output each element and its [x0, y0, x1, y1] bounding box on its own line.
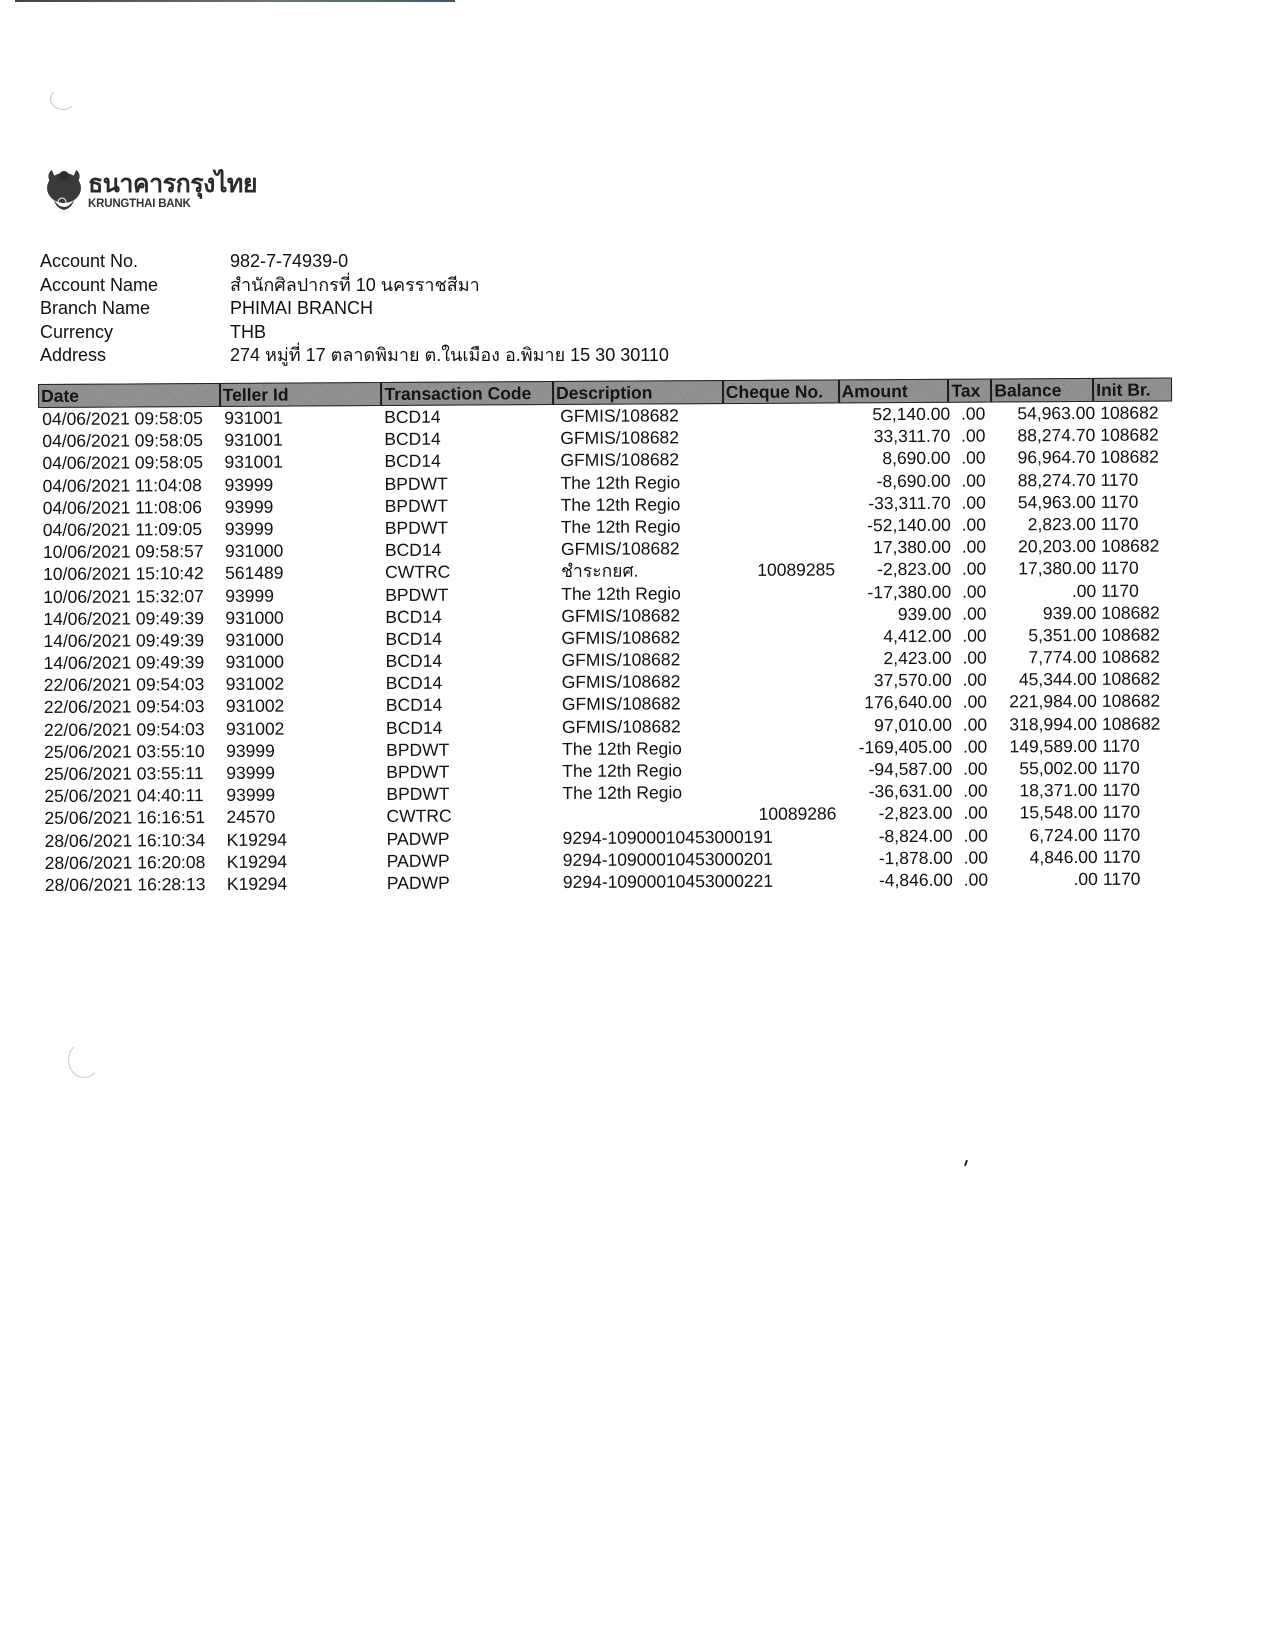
cell-balance: 15,548.00: [1019, 802, 1098, 823]
cell-date: 04/06/2021 11:09:05: [42, 518, 203, 540]
cell-teller-id: 561489: [225, 562, 284, 584]
cell-description: GFMIS/108682: [560, 405, 679, 426]
cell-cheque-no: [727, 847, 843, 870]
cell-balance: 88,274.70: [1017, 425, 1096, 446]
cell-transaction-code: BCD14: [384, 451, 441, 472]
cell-description: ชำระกยศ.: [561, 560, 639, 582]
cell-description: GFMIS/108682: [561, 649, 681, 671]
cell-date: 22/06/2021 09:54:03: [43, 696, 205, 718]
cell-init-branch: 1170: [1102, 802, 1141, 823]
cell-tax: .00: [961, 492, 986, 513]
cell-description: 9294-10900010453000191: [562, 826, 773, 848]
cell-tax: .00: [963, 780, 988, 801]
cell-date: 25/06/2021 03:55:11: [44, 763, 204, 784]
cell-date: 04/06/2021 09:58:05: [42, 408, 203, 429]
info-label: Account Name: [40, 274, 159, 295]
cell-transaction-code: BPDWT: [386, 783, 450, 805]
cell-cheque-no: [725, 514, 841, 537]
cell-teller-id: 931000: [225, 607, 284, 628]
cell-balance: 20,203.00: [1018, 536, 1097, 557]
cell-date: 28/06/2021 16:20:08: [44, 851, 206, 873]
cell-transaction-code: BCD14: [385, 672, 443, 694]
cell-balance: .00: [1073, 868, 1098, 889]
cell-amount: -17,380.00: [867, 581, 952, 602]
cell-init-branch: 1170: [1102, 779, 1141, 801]
cell-init-branch: 108682: [1101, 668, 1161, 690]
cell-description: The 12th Regio: [560, 471, 681, 493]
column-header-transaction-code: Transaction Code: [382, 382, 554, 405]
cell-transaction-code: BPDWT: [385, 584, 449, 605]
cell-init-branch: 108682: [1100, 446, 1159, 468]
cell-balance: 318,994.00: [1009, 713, 1098, 735]
cell-date: 04/06/2021 11:08:06: [42, 496, 203, 518]
cell-transaction-code: BCD14: [385, 650, 443, 672]
cell-description: GFMIS/108682: [561, 671, 681, 693]
cell-init-branch: 1170: [1100, 469, 1139, 490]
cell-description: The 12th Regio: [562, 760, 682, 781]
address: 274 หมู่ที่ 17 ตลาดพิมาย ต.ในเมือง อ.พิมาย 15 30 30110: [230, 345, 669, 365]
cell-transaction-code: PADWP: [386, 828, 450, 849]
cell-transaction-code: CWTRC: [385, 561, 451, 583]
cell-teller-id: K19294: [226, 873, 288, 894]
cell-teller-id: 93999: [224, 474, 274, 495]
cell-date: 04/06/2021 09:58:05: [42, 430, 203, 452]
cell-transaction-code: BCD14: [385, 717, 443, 738]
cell-tax: .00: [963, 825, 988, 846]
column-header-teller-id: Teller Id: [221, 383, 383, 406]
branch-name-row: [40, 297, 669, 321]
cell-teller-id: 931000: [225, 651, 285, 672]
cell-amount: -8,824.00: [878, 825, 953, 846]
cell-cheque-no: [726, 781, 842, 804]
cell-cheque-no: [727, 825, 843, 848]
cell-cheque-no: [724, 426, 840, 449]
cell-cheque-no: 10089286: [758, 803, 837, 825]
cell-amount: 97,010.00: [874, 714, 953, 735]
cell-tax: .00: [962, 691, 988, 713]
cell-teller-id: 931001: [224, 429, 283, 451]
cell-amount: 8,690.00: [882, 448, 951, 469]
cell-balance: 4,846.00: [1029, 846, 1098, 868]
cell-cheque-no: [724, 403, 840, 426]
cell-teller-id: 93999: [226, 740, 275, 761]
cell-teller-id: K19294: [226, 851, 288, 872]
column-header-tax: Tax: [949, 380, 992, 402]
cell-init-branch: 108682: [1101, 713, 1161, 734]
cell-init-branch: 108682: [1100, 402, 1159, 423]
cell-amount: -8,690.00: [876, 470, 951, 491]
cell-tax: .00: [962, 647, 987, 668]
cell-date: 10/06/2021 09:58:57: [42, 541, 204, 563]
cell-transaction-code: CWTRC: [386, 806, 452, 827]
cell-amount: 2,423.00: [883, 647, 952, 669]
cell-description: GFMIS/108682: [560, 538, 680, 560]
scan-edge-line: [15, 0, 455, 2]
cell-init-branch: 108682: [1101, 602, 1160, 623]
cell-description: The 12th Regio: [560, 494, 681, 515]
cell-date: 14/06/2021 09:49:39: [43, 607, 204, 629]
cell-init-branch: 1170: [1100, 491, 1139, 512]
cell-tax: .00: [961, 514, 987, 535]
cell-teller-id: K19294: [226, 829, 288, 850]
cell-transaction-code: BPDWT: [384, 517, 449, 538]
cell-cheque-no: [726, 670, 842, 693]
cell-date: 04/06/2021 09:58:05: [42, 452, 204, 474]
cell-cheque-no: [725, 581, 841, 604]
cell-transaction-code: BCD14: [384, 428, 441, 450]
cell-init-branch: 108682: [1101, 690, 1161, 712]
cell-transaction-code: BCD14: [384, 406, 441, 428]
cell-description: GFMIS/108682: [561, 627, 681, 648]
cell-transaction-code: BCD14: [385, 628, 442, 649]
cell-description: 9294-10900010453000221: [562, 870, 774, 892]
table-body: [38, 401, 1175, 896]
cell-amount: 17,380.00: [873, 536, 952, 558]
currency: THB: [230, 321, 266, 342]
cell-transaction-code: BCD14: [384, 539, 442, 561]
scan-smudge: [50, 88, 76, 110]
cell-balance: .00: [1071, 580, 1097, 601]
cell-date: 14/06/2021 09:49:39: [43, 652, 205, 674]
cell-transaction-code: PADWP: [386, 850, 450, 871]
cell-amount: -2,823.00: [877, 559, 952, 580]
column-header-balance: Balance: [992, 379, 1094, 402]
cell-amount: 4,412.00: [883, 625, 952, 647]
cell-amount: 33,311.70: [873, 425, 951, 447]
cell-teller-id: 93999: [226, 762, 275, 783]
cell-tax: .00: [961, 536, 987, 557]
cell-tax: .00: [961, 558, 987, 579]
bank-name-thai: ธนาคารกรุงไทย: [88, 170, 258, 198]
cell-init-branch: 1170: [1102, 846, 1141, 867]
cell-teller-id: 93999: [224, 496, 274, 517]
cell-teller-id: 93999: [224, 518, 274, 539]
cell-teller-id: 93999: [225, 585, 274, 606]
cell-date: 25/06/2021 16:16:51: [44, 807, 206, 829]
cell-tax: .00: [961, 425, 986, 446]
cell-balance: 54,963.00: [1017, 491, 1096, 513]
cell-amount: 939.00: [897, 603, 952, 624]
branch-name: PHIMAI BRANCH: [230, 298, 374, 318]
cell-teller-id: 931000: [224, 540, 284, 562]
cell-init-branch: 108682: [1101, 624, 1160, 645]
cell-teller-id: 93999: [226, 784, 276, 806]
cell-init-branch: 108682: [1100, 535, 1160, 557]
cell-description: 9294-10900010453000201: [562, 848, 774, 870]
cell-amount: -169,405.00: [858, 736, 953, 758]
cell-balance: 149,589.00: [1009, 735, 1098, 757]
cell-balance: 7,774.00: [1028, 646, 1097, 668]
cell-cheque-no: [726, 692, 842, 715]
scan-smudge: [68, 1042, 100, 1078]
cell-date: 25/06/2021 03:55:10: [44, 740, 205, 762]
cell-cheque-no: [726, 758, 842, 781]
cell-transaction-code: BCD14: [385, 606, 442, 627]
account-info: [40, 250, 669, 368]
cell-balance: 221,984.00: [1009, 691, 1097, 712]
cell-transaction-code: BPDWT: [384, 473, 448, 494]
bank-logo: [44, 168, 257, 214]
cell-description: The 12th Regio: [560, 516, 681, 537]
cell-teller-id: 931001: [224, 407, 283, 428]
cell-teller-id: 931002: [225, 673, 285, 695]
cell-description: The 12th Regio: [562, 738, 682, 759]
cell-date: 04/06/2021 11:04:08: [42, 474, 202, 496]
transactions-table: [38, 377, 1175, 896]
cell-balance: 18,371.00: [1019, 780, 1098, 801]
cell-transaction-code: PADWP: [386, 872, 450, 893]
garuda-emblem-icon: [44, 168, 84, 214]
cell-description: The 12th Regio: [561, 582, 681, 604]
cell-cheque-no: [725, 603, 841, 626]
cell-balance: 17,380.00: [1018, 558, 1097, 579]
cell-date: 25/06/2021 04:40:11: [44, 785, 204, 807]
cell-amount: -4,846.00: [878, 869, 953, 891]
cell-balance: 54,963.00: [1017, 402, 1096, 424]
cell-date: 10/06/2021 15:10:42: [43, 563, 204, 585]
cell-balance: 96,964.70: [1017, 447, 1096, 468]
cell-description: GFMIS/108682: [561, 715, 681, 737]
currency-row: [40, 321, 669, 345]
cell-tax: .00: [962, 669, 987, 690]
info-label: Account No.: [40, 251, 139, 271]
cell-transaction-code: BPDWT: [386, 761, 450, 783]
cell-transaction-code: BCD14: [385, 695, 443, 716]
cell-date: 28/06/2021 16:28:13: [44, 873, 206, 895]
account-name: สำนักศิลปากรที่ 10 นครราชสีมา: [230, 274, 480, 295]
cell-cheque-no: [725, 537, 841, 560]
cell-date: 22/06/2021 09:54:03: [43, 674, 205, 696]
cell-balance: 88,274.70: [1017, 469, 1096, 490]
account-name-row: [40, 274, 669, 298]
cell-balance: 2,823.00: [1027, 513, 1096, 535]
cell-description: GFMIS/108682: [561, 693, 681, 715]
cell-amount: -36,631.00: [868, 780, 953, 802]
cell-tax: .00: [963, 847, 988, 868]
cell-teller-id: 24570: [226, 807, 276, 828]
cell-teller-id: 931001: [224, 451, 283, 473]
cell-cheque-no: [726, 736, 842, 759]
cell-init-branch: 1170: [1100, 513, 1139, 534]
cell-balance: 45,344.00: [1018, 669, 1097, 690]
column-header-cheque-no: Cheque No.: [724, 380, 840, 403]
cell-description: GFMIS/108682: [560, 427, 680, 449]
info-label: Currency: [40, 321, 114, 342]
cell-cheque-no: [726, 647, 842, 670]
cell-tax: .00: [961, 581, 987, 602]
cell-amount: -52,140.00: [867, 514, 951, 536]
cell-cheque-no: [725, 492, 841, 515]
cell-tax: .00: [961, 447, 986, 469]
cell-cheque-no: 10089285: [757, 559, 836, 581]
cell-init-branch: 1170: [1101, 580, 1139, 601]
cell-tax: .00: [962, 625, 987, 646]
cell-tax: .00: [962, 736, 988, 757]
cell-date: 22/06/2021 09:54:03: [43, 718, 205, 740]
cell-date: 14/06/2021 09:49:39: [43, 629, 205, 651]
info-label: Branch Name: [40, 298, 151, 318]
account-number: 982-7-74939-0: [230, 251, 349, 271]
cell-date: 10/06/2021 15:32:07: [43, 585, 204, 607]
cell-transaction-code: BPDWT: [386, 739, 450, 760]
cell-amount: -1,878.00: [878, 847, 953, 868]
cell-teller-id: 931000: [225, 629, 284, 650]
cell-init-branch: 108682: [1101, 646, 1161, 667]
cell-cheque-no: [725, 470, 841, 493]
cell-amount: 37,570.00: [873, 669, 952, 691]
cell-cheque-no: [725, 625, 841, 648]
cell-amount: 176,640.00: [864, 692, 952, 713]
cell-init-branch: 1170: [1102, 868, 1141, 889]
cell-balance: 939.00: [1042, 602, 1097, 623]
cell-tax: .00: [963, 802, 988, 824]
cell-init-branch: 108682: [1100, 424, 1159, 446]
cell-tax: .00: [962, 714, 988, 735]
cell-tax: .00: [963, 758, 988, 779]
cell-teller-id: 931002: [225, 718, 285, 739]
column-header-amount: Amount: [840, 380, 950, 403]
cell-tax: .00: [963, 869, 989, 890]
cell-init-branch: 1170: [1102, 757, 1140, 778]
cell-amount: -33,311.70: [868, 492, 951, 513]
cell-tax: .00: [962, 603, 987, 624]
cell-balance: 6,724.00: [1029, 824, 1098, 845]
cell-description: The 12th Regio: [562, 782, 683, 804]
scan-speck: [964, 1160, 968, 1166]
account-number-row: [40, 250, 669, 274]
cell-description: [556, 803, 726, 826]
column-header-init-branch: Init Br.: [1096, 379, 1151, 400]
cell-amount: -2,823.00: [878, 803, 953, 824]
cell-init-branch: 1170: [1102, 824, 1141, 845]
cell-date: 28/06/2021 16:10:34: [44, 829, 206, 851]
cell-description: GFMIS/108682: [561, 604, 681, 626]
cell-amount: 52,140.00: [872, 403, 951, 425]
cell-amount: -94,587.00: [868, 758, 953, 780]
column-header-description: Description: [554, 381, 724, 404]
cell-tax: .00: [961, 470, 986, 491]
cell-tax: .00: [960, 403, 986, 424]
bank-name-english: KRUNGTHAI BANK: [88, 198, 191, 210]
cell-description: GFMIS/108682: [560, 449, 680, 471]
cell-teller-id: 931002: [225, 696, 285, 717]
cell-balance: 55,002.00: [1019, 757, 1098, 779]
cell-init-branch: 1170: [1102, 735, 1140, 756]
cell-cheque-no: [724, 448, 840, 471]
cell-init-branch: 1170: [1101, 557, 1139, 579]
cell-cheque-no: [726, 714, 842, 737]
address-row: [40, 344, 669, 368]
cell-balance: 5,351.00: [1028, 624, 1097, 646]
info-label: Address: [40, 345, 107, 365]
cell-transaction-code: BPDWT: [384, 495, 448, 516]
column-header-date: Date: [39, 384, 221, 407]
cell-cheque-no: [727, 869, 843, 892]
